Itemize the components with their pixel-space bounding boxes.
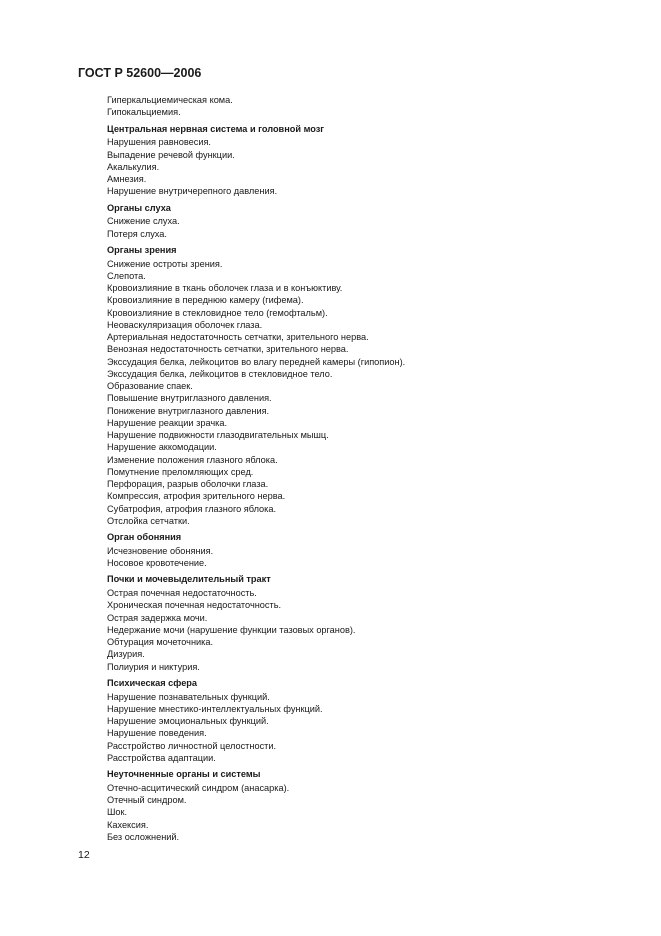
list-item: Нарушение внутричерепного давления.	[107, 186, 278, 197]
list-item: Экссудация белка, лейкоцитов в стекловидное тело.	[107, 368, 333, 379]
section-heading: Неуточненные органы и системы	[107, 769, 261, 779]
list-item: Снижение слуха.	[107, 216, 180, 227]
list-item: Отечный синдром.	[107, 795, 187, 805]
section	[107, 768, 627, 843]
list-item: Исчезновение обоняния.	[107, 545, 214, 556]
list-item: Слепота.	[107, 270, 146, 281]
list-item: Носовое кровотечение.	[107, 558, 207, 568]
list-item: Нарушение аккомодации.	[107, 442, 217, 453]
section-heading: Психическая сфера	[107, 677, 198, 688]
list-item: Гиперкальциемическая кома.	[107, 95, 233, 105]
list-item: Шок.	[107, 807, 128, 818]
list-item: Понижение внутриглазного давления.	[107, 405, 270, 416]
list-item: Дизурия.	[107, 649, 145, 660]
section-heading: Центральная нервная система и головной мозг	[107, 123, 325, 134]
list-item: Кровоизлияние в стекловидное тело (гемофтальм).	[107, 307, 328, 318]
list-item: Субатрофия, атрофия глазного яблока.	[107, 503, 277, 514]
section	[107, 244, 627, 527]
list-item: Нарушение эмоциональных функций.	[107, 716, 269, 726]
list-item: Нарушения равновесия.	[107, 137, 211, 148]
list-item: Острая задержка мочи.	[107, 612, 208, 623]
list-item: Кахексия.	[107, 819, 149, 830]
list-item: Отслойка сетчатки.	[107, 515, 190, 526]
list-item: Нарушение реакции зрачка.	[107, 417, 228, 428]
list-item: Неоваскуляризация оболочек глаза.	[107, 319, 263, 330]
list-item: Недержание мочи (нарушение функции тазовых органов).	[107, 624, 356, 635]
list-item: Без осложнений.	[107, 831, 180, 842]
list-item: Обтурация мочеточника.	[107, 637, 214, 647]
list-item: Расстройства адаптации.	[107, 752, 216, 763]
document-body	[107, 94, 627, 843]
list-item: Венозная недостаточность сетчатки, зрительного нерва.	[107, 344, 349, 355]
list-item: Хроническая почечная недостаточность.	[107, 600, 282, 611]
section	[107, 677, 627, 764]
page-number: 12	[78, 849, 90, 861]
list-item: Изменение положения глазного яблока.	[107, 454, 278, 465]
section	[107, 573, 627, 673]
list-item: Расстройство личностной целостности.	[107, 740, 277, 751]
list-item: Кровоизлияние в ткань оболочек глаза и в конъюктиву.	[107, 283, 343, 293]
document-header: ГОСТ Р 52600—2006	[78, 66, 202, 80]
section-heading: Орган обоняния	[107, 532, 182, 542]
section	[107, 94, 627, 119]
list-item: Компрессия, атрофия зрительного нерва.	[107, 491, 286, 502]
list-item: Острая почечная недостаточность.	[107, 588, 257, 598]
section	[107, 202, 627, 240]
section	[107, 123, 627, 198]
list-item: Выпадение речевой функции.	[107, 149, 235, 160]
list-item: Перфорация, разрыв оболочки глаза.	[107, 479, 269, 489]
list-item: Образование спаек.	[107, 381, 193, 391]
list-item: Амнезия.	[107, 174, 147, 184]
list-item: Кровоизлияние в переднюю камеру (гифема).	[107, 295, 304, 306]
list-item: Потеря слуха.	[107, 228, 167, 239]
section-heading: Органы зрения	[107, 244, 177, 255]
list-item: Акалькулия.	[107, 161, 160, 172]
list-item: Нарушение познавательных функций.	[107, 691, 270, 702]
list-item: Полиурия и никтурия.	[107, 661, 200, 672]
list-item: Повышение внутриглазного давления.	[107, 393, 272, 404]
list-item: Экссудация белка, лейкоцитов во влагу передней камеры (гипопион).	[107, 356, 406, 367]
section	[107, 531, 627, 569]
section-heading: Органы слуха	[107, 202, 171, 213]
list-item: Снижение остроты зрения.	[107, 258, 223, 269]
list-item: Нарушение подвижности глазодвигательных мышц.	[107, 430, 329, 440]
list-item: Нарушение поведения.	[107, 728, 207, 739]
list-item: Артериальная недостаточность сетчатки, зрительного нерва.	[107, 332, 369, 342]
list-item: Помутнение преломляющих сред.	[107, 466, 254, 477]
list-item: Гипокальциемия.	[107, 107, 181, 118]
list-item: Отечно-асцитический синдром (анасарка).	[107, 782, 290, 793]
section-heading: Почки и мочевыделительный тракт	[107, 574, 271, 585]
list-item: Нарушение мнестико-интеллектуальных функций.	[107, 703, 323, 714]
